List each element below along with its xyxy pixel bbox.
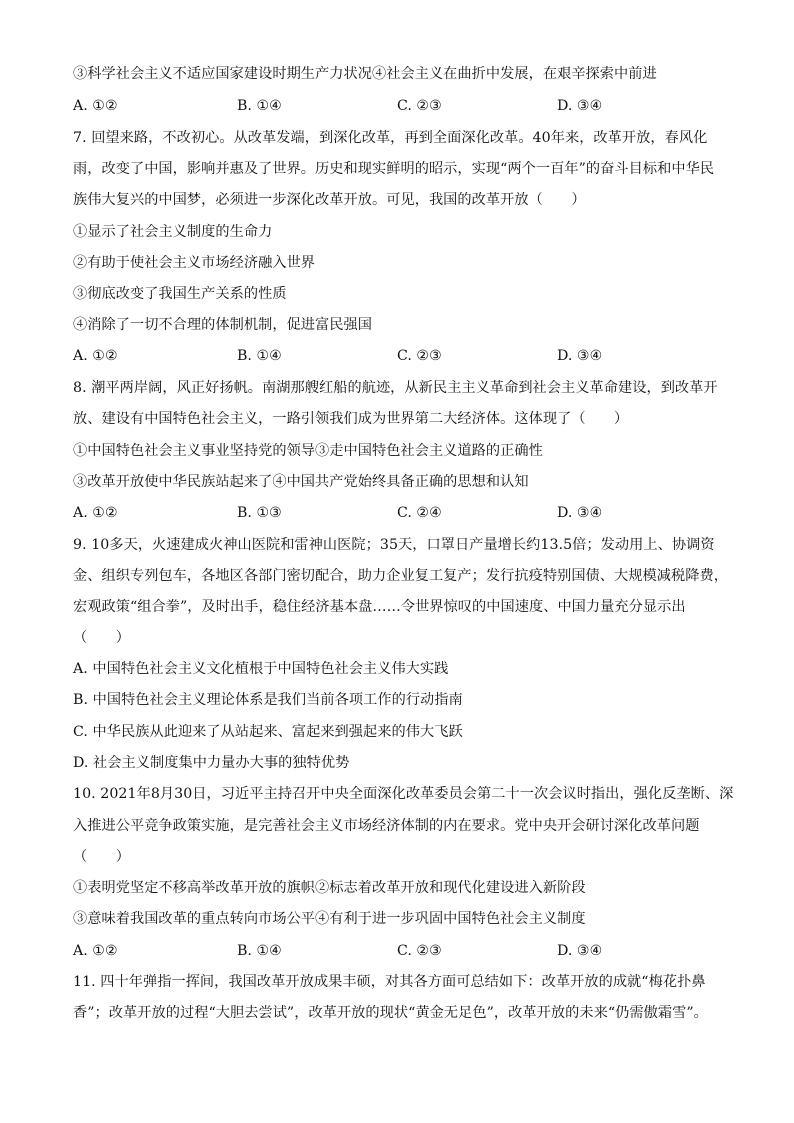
- q7-option-d[interactable]: D. ③④: [557, 348, 603, 364]
- q10-statement: ①表明党坚定不移高举改革开放的旗帜②标志着改革开放和现代化建设进入新阶段: [73, 880, 586, 896]
- q10-option-b[interactable]: B. ①④: [237, 943, 282, 959]
- q9-stem-line: 宏观政策“组合拳”，及时出手，稳住经济基本盘……令世界惊叹的中国速度、中国力量充分显示出: [73, 599, 686, 615]
- q10-option-a[interactable]: A. ①②: [73, 943, 118, 959]
- q8-option-d[interactable]: D. ③④: [557, 505, 603, 521]
- q10-option-c[interactable]: C. ②③: [397, 943, 442, 959]
- q8-option-a[interactable]: A. ①②: [73, 505, 118, 521]
- q11-stem-line: 11. 四十年弹指一挥间，我国改革开放成果丰硕，对其各方面可总结如下：改革开放的成就“梅花扑鼻: [73, 974, 706, 990]
- q8-statement: ①中国特色社会主义事业坚持党的领导③走中国特色社会主义道路的正确性: [73, 443, 543, 459]
- q9-option-d[interactable]: D. 社会主义制度集中力量办大事的独特优势: [73, 755, 350, 771]
- q10-statement: ③意味着我国改革的重点转向市场公平④有利于进一步巩固中国特色社会主义制度: [73, 911, 586, 927]
- q9-answer-blank: （ ）: [73, 630, 130, 646]
- q10-answer-blank: （ ）: [73, 849, 130, 865]
- q6-option-d[interactable]: D. ③④: [557, 98, 603, 114]
- q9-stem-line: 9. 10多天，火速建成火神山医院和雷神山医院；35天，口罩日产量增长约13.5倍；发动用上、协调资: [73, 537, 715, 553]
- q11-stem-line: 香”；改革开放的过程“大胆去尝试”，改革开放的现状“黄金无足色”，改革开放的未来“仍需傲霜雪”。: [73, 1005, 708, 1021]
- q9-option-b[interactable]: B. 中国特色社会主义理论体系是我们当前各项工作的行动指南: [73, 692, 463, 708]
- q6-option-a[interactable]: A. ①②: [73, 98, 118, 114]
- q9-stem-line: 金、组织专列包车，各地区各部门密切配合，助力企业复工复产；发行抗疫特别国债、大规模减税降费，: [73, 568, 728, 584]
- q6-statement-line: ③科学社会主义不适应国家建设时期生产力状况④社会主义在曲折中发展，在艰辛探索中前进: [73, 66, 657, 82]
- q8-stem-line: 放、建设有中国特色社会主义，一路引领我们成为世界第二大经济体。这体现了（ ）: [73, 411, 629, 427]
- q7-stem-line: 7. 回望来路，不改初心。从改革发端，到深化改革，再到全面深化改革。40年来，改革开放，春风化: [73, 130, 708, 146]
- q10-option-d[interactable]: D. ③④: [557, 943, 603, 959]
- q7-stem-line: 雨，改变了中国，影响并惠及了世界。历史和现实鲜明的昭示，实现“两个一百年”的奋斗目标和中华民: [73, 161, 715, 177]
- q10-stem-line: 入推进公平竞争政策实施，是完善社会主义市场经济体制的内在要求。党中央开会研讨深化改革问题: [73, 818, 700, 834]
- q10-stem-line: 10. 2021年8月30日，习近平主持召开中央全面深化改革委员会第二十一次会议时指出，强化反垄断、深: [73, 786, 734, 802]
- q6-option-c[interactable]: C. ②③: [397, 98, 442, 114]
- q8-statement: ③改革开放使中华民族站起来了④中国共产党始终具备正确的思想和认知: [73, 474, 529, 490]
- q9-option-a[interactable]: A. 中国特色社会主义文化植根于中国特色社会主义伟大实践: [73, 661, 449, 677]
- q7-options: [73, 345, 733, 367]
- q6-options: [73, 95, 733, 117]
- q8-option-b[interactable]: B. ①③: [237, 505, 282, 521]
- q7-statement: ①显示了社会主义制度的生命力: [73, 224, 273, 240]
- q7-option-a[interactable]: A. ①②: [73, 348, 118, 364]
- q7-option-c[interactable]: C. ②③: [397, 348, 442, 364]
- q7-statement: ②有助于使社会主义市场经济融入世界: [73, 255, 316, 271]
- q7-option-b[interactable]: B. ①④: [237, 348, 282, 364]
- q7-stem-line: 族伟大复兴的中国梦，必须进一步深化改革开放。可见，我国的改革开放（ ）: [73, 192, 586, 208]
- q8-option-c[interactable]: C. ②④: [397, 505, 442, 521]
- q7-statement: ③彻底改变了我国生产关系的性质: [73, 286, 287, 302]
- q6-option-b[interactable]: B. ①④: [237, 98, 282, 114]
- q8-options: [73, 502, 733, 524]
- q10-options: [73, 940, 733, 962]
- q9-option-c[interactable]: C. 中华民族从此迎来了从站起来、富起来到强起来的伟大飞跃: [73, 724, 463, 740]
- q7-statement: ④消除了一切不合理的体制机制，促进富民强国: [73, 317, 372, 333]
- q8-stem-line: 8. 潮平两岸阔，风正好扬帆。南湖那艘红船的航迹，从新民主主义革命到社会主义革命建设，到改革开: [73, 380, 718, 396]
